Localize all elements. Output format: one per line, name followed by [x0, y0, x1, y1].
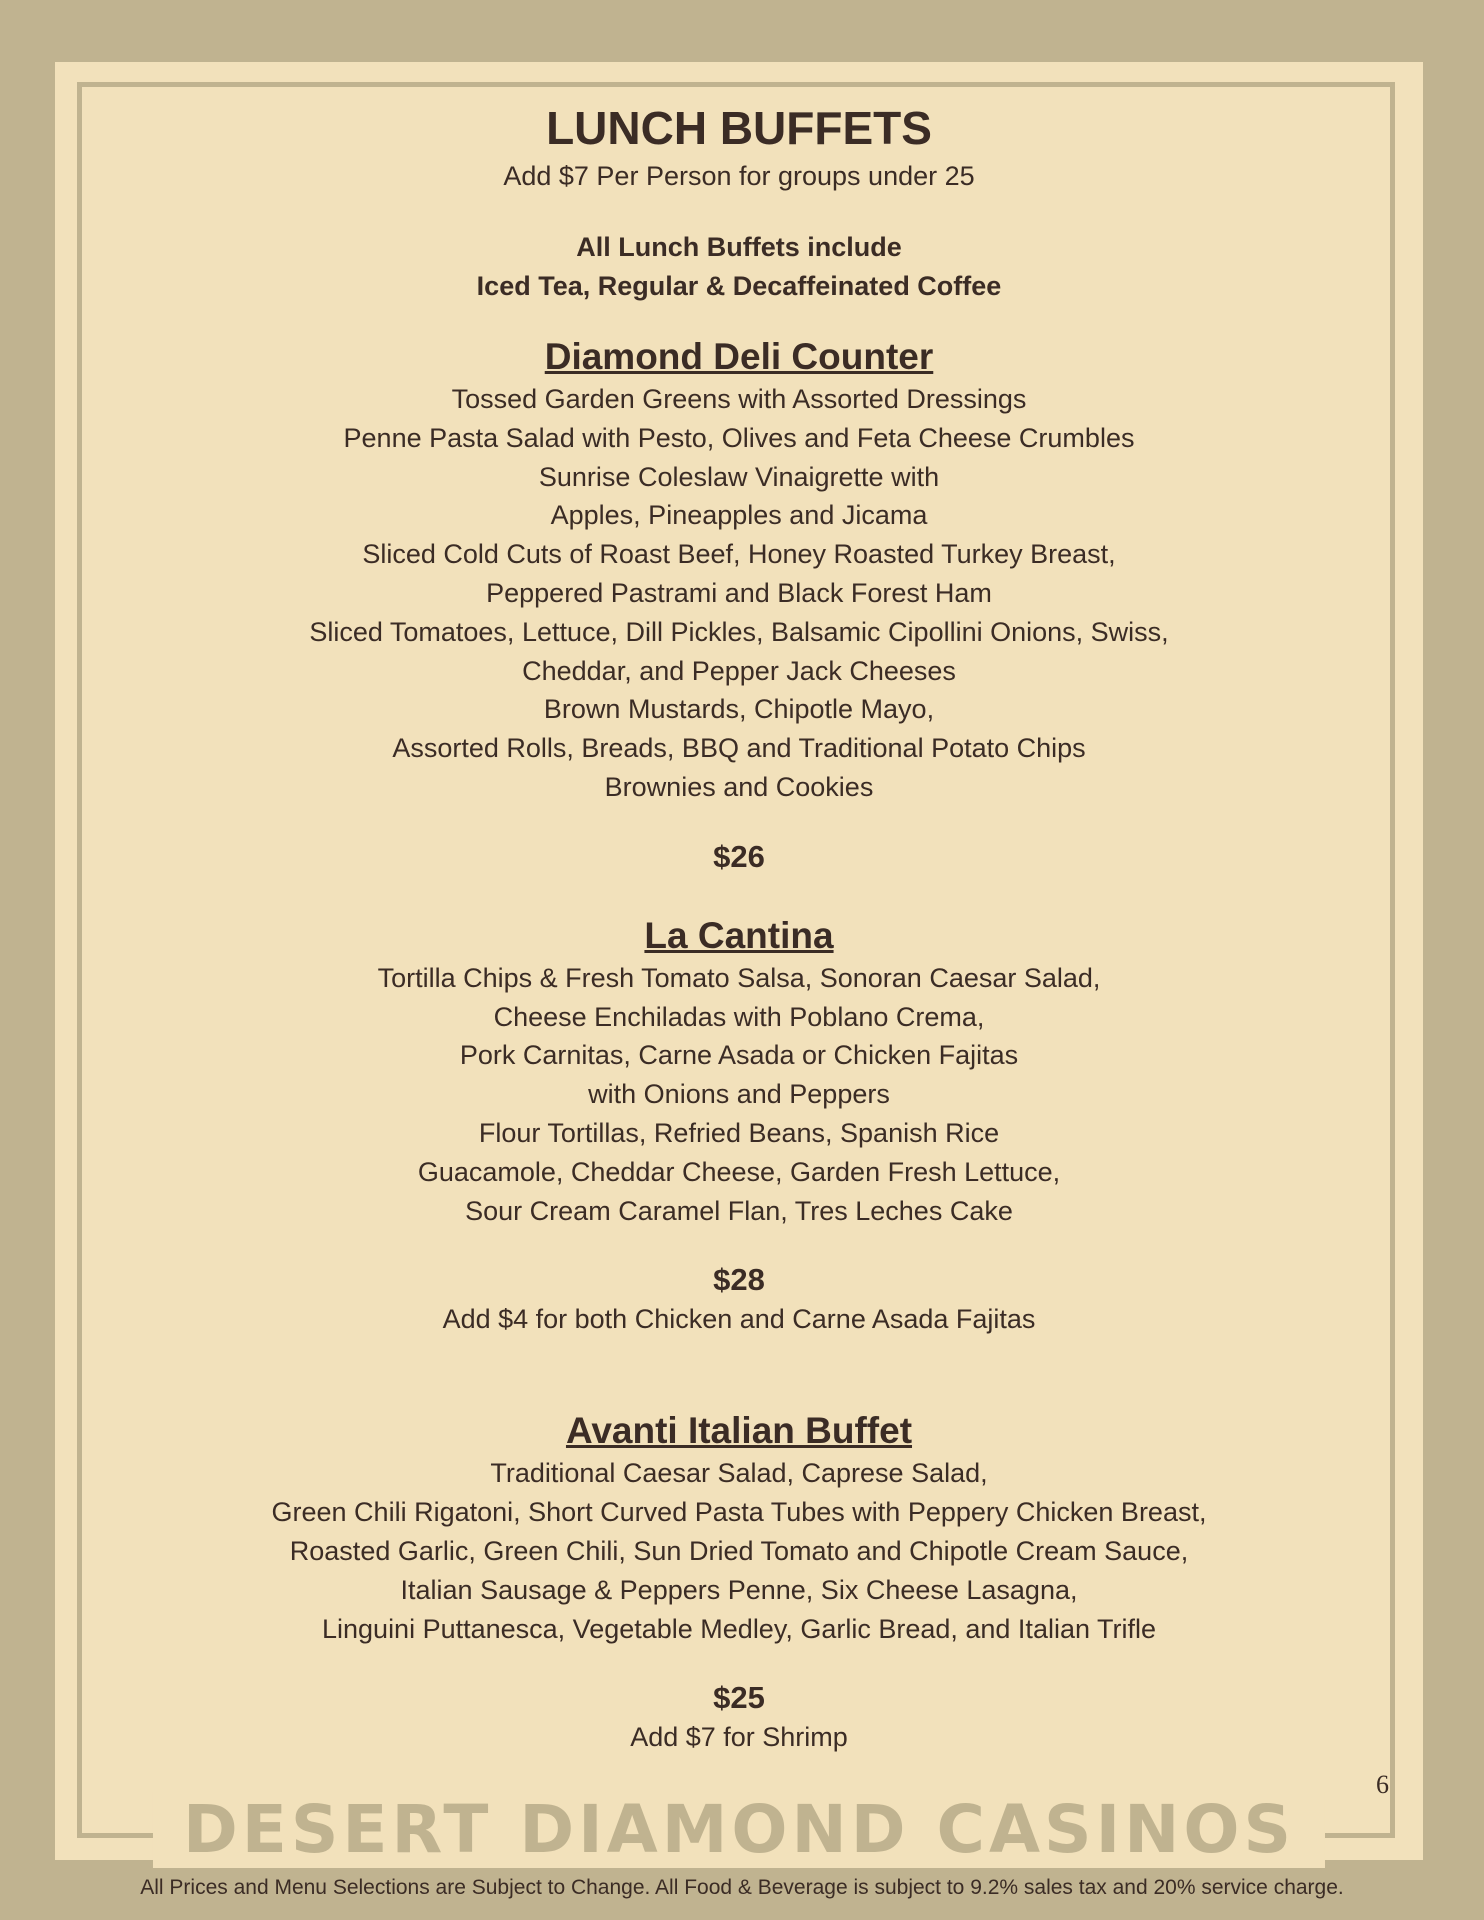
menu-item: Brownies and Cookies	[604, 771, 874, 802]
menu-item: Tortilla Chips & Fresh Tomato Salsa, Sonoran Caesar Salad,	[377, 962, 1101, 993]
section-avanti-italian	[55, 1408, 1423, 1756]
section-diamond-deli	[55, 334, 1423, 877]
menu-item: Italian Sausage & Peppers Penne, Six Cheese Lasagna,	[400, 1574, 1078, 1605]
section-title: La Cantina	[644, 914, 834, 956]
menu-item: Flour Tortillas, Refried Beans, Spanish Rice	[478, 1117, 1000, 1148]
includes-block	[55, 228, 1423, 306]
menu-item: Guacamole, Cheddar Cheese, Garden Fresh Lettuce,	[417, 1156, 1061, 1187]
section-la-cantina	[55, 913, 1423, 1339]
menu-item: Sour Cream Caramel Flan, Tres Leches Cake	[465, 1195, 1013, 1226]
section-note: Add $7 for Shrimp	[630, 1722, 848, 1753]
menu-item: Penne Pasta Salad with Pesto, Olives and Feta Cheese Crumbles	[343, 422, 1135, 453]
menu-sheet	[55, 62, 1423, 1868]
menu-content	[55, 100, 1423, 1756]
footer-disclaimer: All Prices and Menu Selections are Subject to Change. All Food & Beverage is subject to 9.2% sales tax and 20% service charge.	[140, 1876, 1344, 1899]
menu-item: Cheddar, and Pepper Jack Cheeses	[522, 655, 956, 686]
menu-item: Roasted Garlic, Green Chili, Sun Dried Tomato and Chipotle Cream Sauce,	[289, 1535, 1189, 1566]
menu-item: Apples, Pineapples and Jicama	[550, 500, 928, 531]
menu-item: Sunrise Coleslaw Vinaigrette with	[538, 461, 940, 492]
section-price: $26	[713, 838, 765, 874]
menu-item: Pork Carnitas, Carne Asada or Chicken Fajitas	[459, 1040, 1019, 1071]
menu-item: Green Chili Rigatoni, Short Curved Pasta Tubes with Peppery Chicken Breast,	[271, 1497, 1207, 1528]
includes-line: All Lunch Buffets include	[576, 232, 902, 262]
menu-item: Sliced Tomatoes, Lettuce, Dill Pickles, Balsamic Cipollini Onions, Swiss,	[309, 616, 1169, 647]
menu-item: with Onions and Peppers	[588, 1079, 890, 1110]
menu-item: Tossed Garden Greens with Assorted Dressings	[451, 384, 1027, 414]
section-price: $25	[713, 1680, 765, 1716]
section-title: Avanti Italian Buffet	[565, 1410, 913, 1452]
section-price: $28	[713, 1262, 765, 1298]
menu-item: Sliced Cold Cuts of Roast Beef, Honey Roasted Turkey Breast,	[362, 539, 1116, 570]
menu-item: Traditional Caesar Salad, Caprese Salad,	[490, 1458, 988, 1489]
brand-logo-area	[55, 1788, 1423, 1868]
brand-logo: DESERT DIAMOND CASINOS	[153, 1792, 1325, 1868]
menu-item: Peppered Pastrami and Black Forest Ham	[486, 577, 992, 608]
page-number: 6	[1376, 1770, 1389, 1799]
menu-item: Cheese Enchiladas with Poblano Crema,	[493, 1001, 985, 1032]
group-surcharge-note: Add $7 Per Person for groups under 25	[503, 161, 975, 191]
section-note: Add $4 for both Chicken and Carne Asada Fajitas	[442, 1304, 1036, 1335]
section-title: Diamond Deli Counter	[544, 336, 934, 377]
menu-item: Assorted Rolls, Breads, BBQ and Traditional Potato Chips	[392, 733, 1086, 764]
includes-line: Iced Tea, Regular & Decaffeinated Coffee	[476, 271, 1002, 301]
menu-item: Brown Mustards, Chipotle Mayo,	[543, 694, 935, 725]
page-title: LUNCH BUFFETS	[546, 102, 932, 154]
menu-item: Linguini Puttanesca, Vegetable Medley, Garlic Bread, and Italian Trifle	[322, 1613, 1156, 1644]
